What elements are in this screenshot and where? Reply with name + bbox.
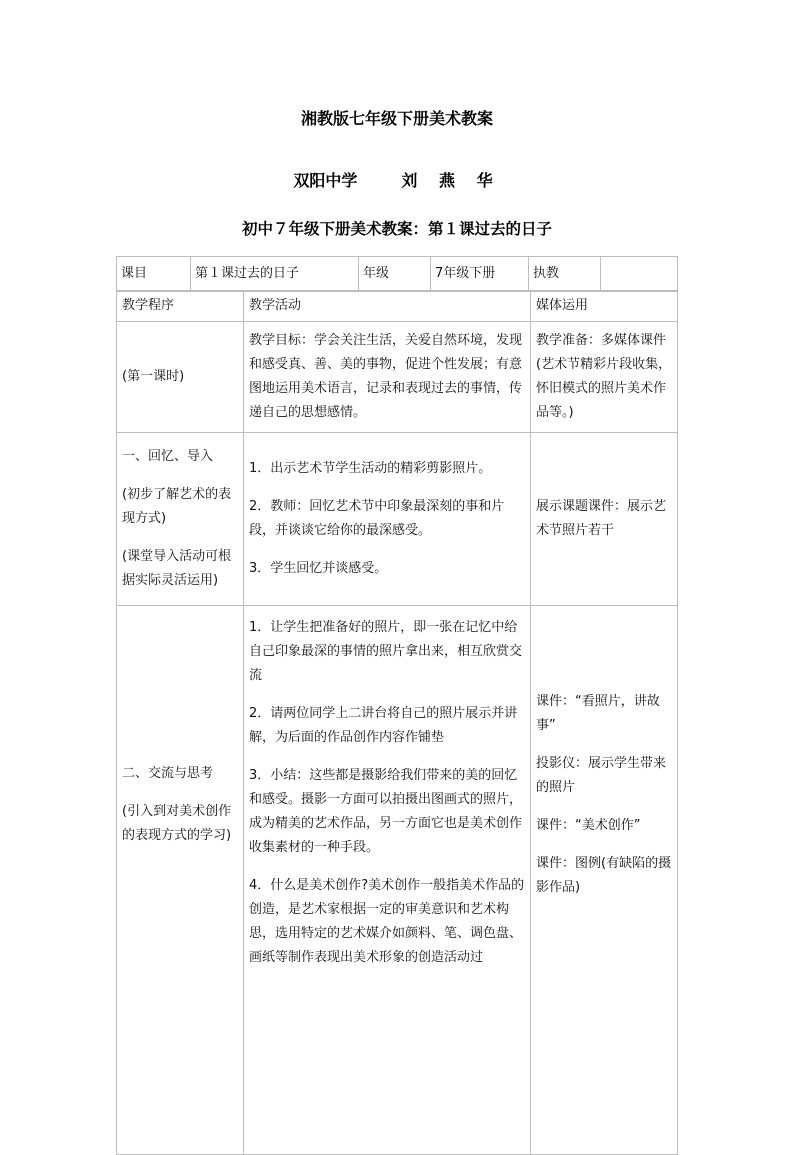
meta-row: [117, 257, 678, 292]
activity-item: 2．请两位同学上二讲台将自己的照片展示并讲解，为后面的作品创作内容作铺垫: [249, 706, 518, 745]
table-row: [117, 322, 678, 433]
lesson-meta-table: [116, 256, 678, 292]
media-item: 课件：图例(有缺陷的摄影作品): [536, 856, 672, 895]
activity-item: 2．教师：回忆艺术节中印象最深刻的事和片段，并谈谈它给你的最深感受。: [249, 499, 505, 538]
lesson-subtitle: 初中７年级下册美术教案：第１课过去的日子: [241, 219, 552, 238]
grade-value: 7年级下册: [431, 257, 529, 292]
program-cell: (第一课时): [117, 322, 244, 433]
header-program: 教学程序: [117, 291, 244, 322]
activity-cell: 教学目标：学会关注生活，关爱自然环境，发现和感受真、善、美的事物，促进个性发展；有意图地运用美术语言，记录和表现过去的事情，传递自己的思想感情。: [244, 322, 531, 433]
activity-item: 3．学生回忆并谈感受。: [249, 561, 388, 576]
activity-cell: [244, 433, 531, 606]
program-cell: [117, 606, 244, 1155]
program-item: (引入到对美术创作的表现方式的学习): [122, 804, 232, 843]
course-label: 课目: [117, 257, 191, 292]
course-value: 第１课过去的日子: [191, 257, 359, 292]
program-item: 一、回忆、导入: [122, 449, 214, 464]
author-line: [0, 168, 794, 191]
table-row: [117, 433, 678, 606]
media-item: 课件：“看照片，讲故事”: [536, 694, 660, 733]
teacher-value: [601, 257, 678, 292]
table-row: [117, 606, 678, 1155]
activity-item: 4．什么是美术创作?美术创作一般指美术作品的创造，是艺术家根据一定的审美意识和艺术构思，选用特定的艺术媒介如颜料、笔、调色盘、画纸等制作表现出美术形象的创造活动过: [249, 878, 525, 965]
program-item: (课堂导入活动可根据实际灵活运用): [122, 549, 232, 588]
program-cell: [117, 433, 244, 606]
grade-label: 年级: [359, 257, 431, 292]
media-cell: 教学准备：多媒体课件(艺术节精彩片段收集，怀旧模式的照片美术作品等。): [531, 322, 678, 433]
activity-item: 1．出示艺术节学生活动的精彩剪影照片。: [249, 461, 492, 476]
document-title: 湘教版七年级下册美术教案: [300, 109, 493, 128]
activity-item: 1．让学生把准备好的照片，即一张在记忆中给自己印象最深的事情的照片拿出来，相互欣赏交流: [249, 620, 523, 683]
header-media: 媒体运用: [531, 291, 678, 322]
table-header-row: [117, 291, 678, 322]
teacher-label: 执教: [529, 257, 601, 292]
media-cell: [531, 606, 678, 1155]
program-item: (初步了解艺术的表现方式): [122, 487, 232, 526]
media-item: 投影仪：展示学生带来的照片: [536, 756, 667, 795]
lesson-plan-table: [116, 290, 678, 1155]
school-name: 双阳中学: [293, 171, 358, 190]
header-activity: 教学活动: [244, 291, 531, 322]
activity-cell: [244, 606, 531, 1155]
program-item: 二、交流与思考: [122, 766, 214, 781]
media-item: 课件：“美术创作”: [536, 818, 641, 833]
activity-item: 3．小结：这些都是摄影给我们带来的美的回忆和感受。摄影一方面可以拍摄出图画式的照片，成为精美的艺术作品，另一方面它也是美术创作收集素材的一种手段。: [249, 768, 523, 855]
media-cell: 展示课题课件：展示艺术节照片若干: [531, 433, 678, 606]
teacher-name: 刘 燕 华: [401, 171, 501, 190]
